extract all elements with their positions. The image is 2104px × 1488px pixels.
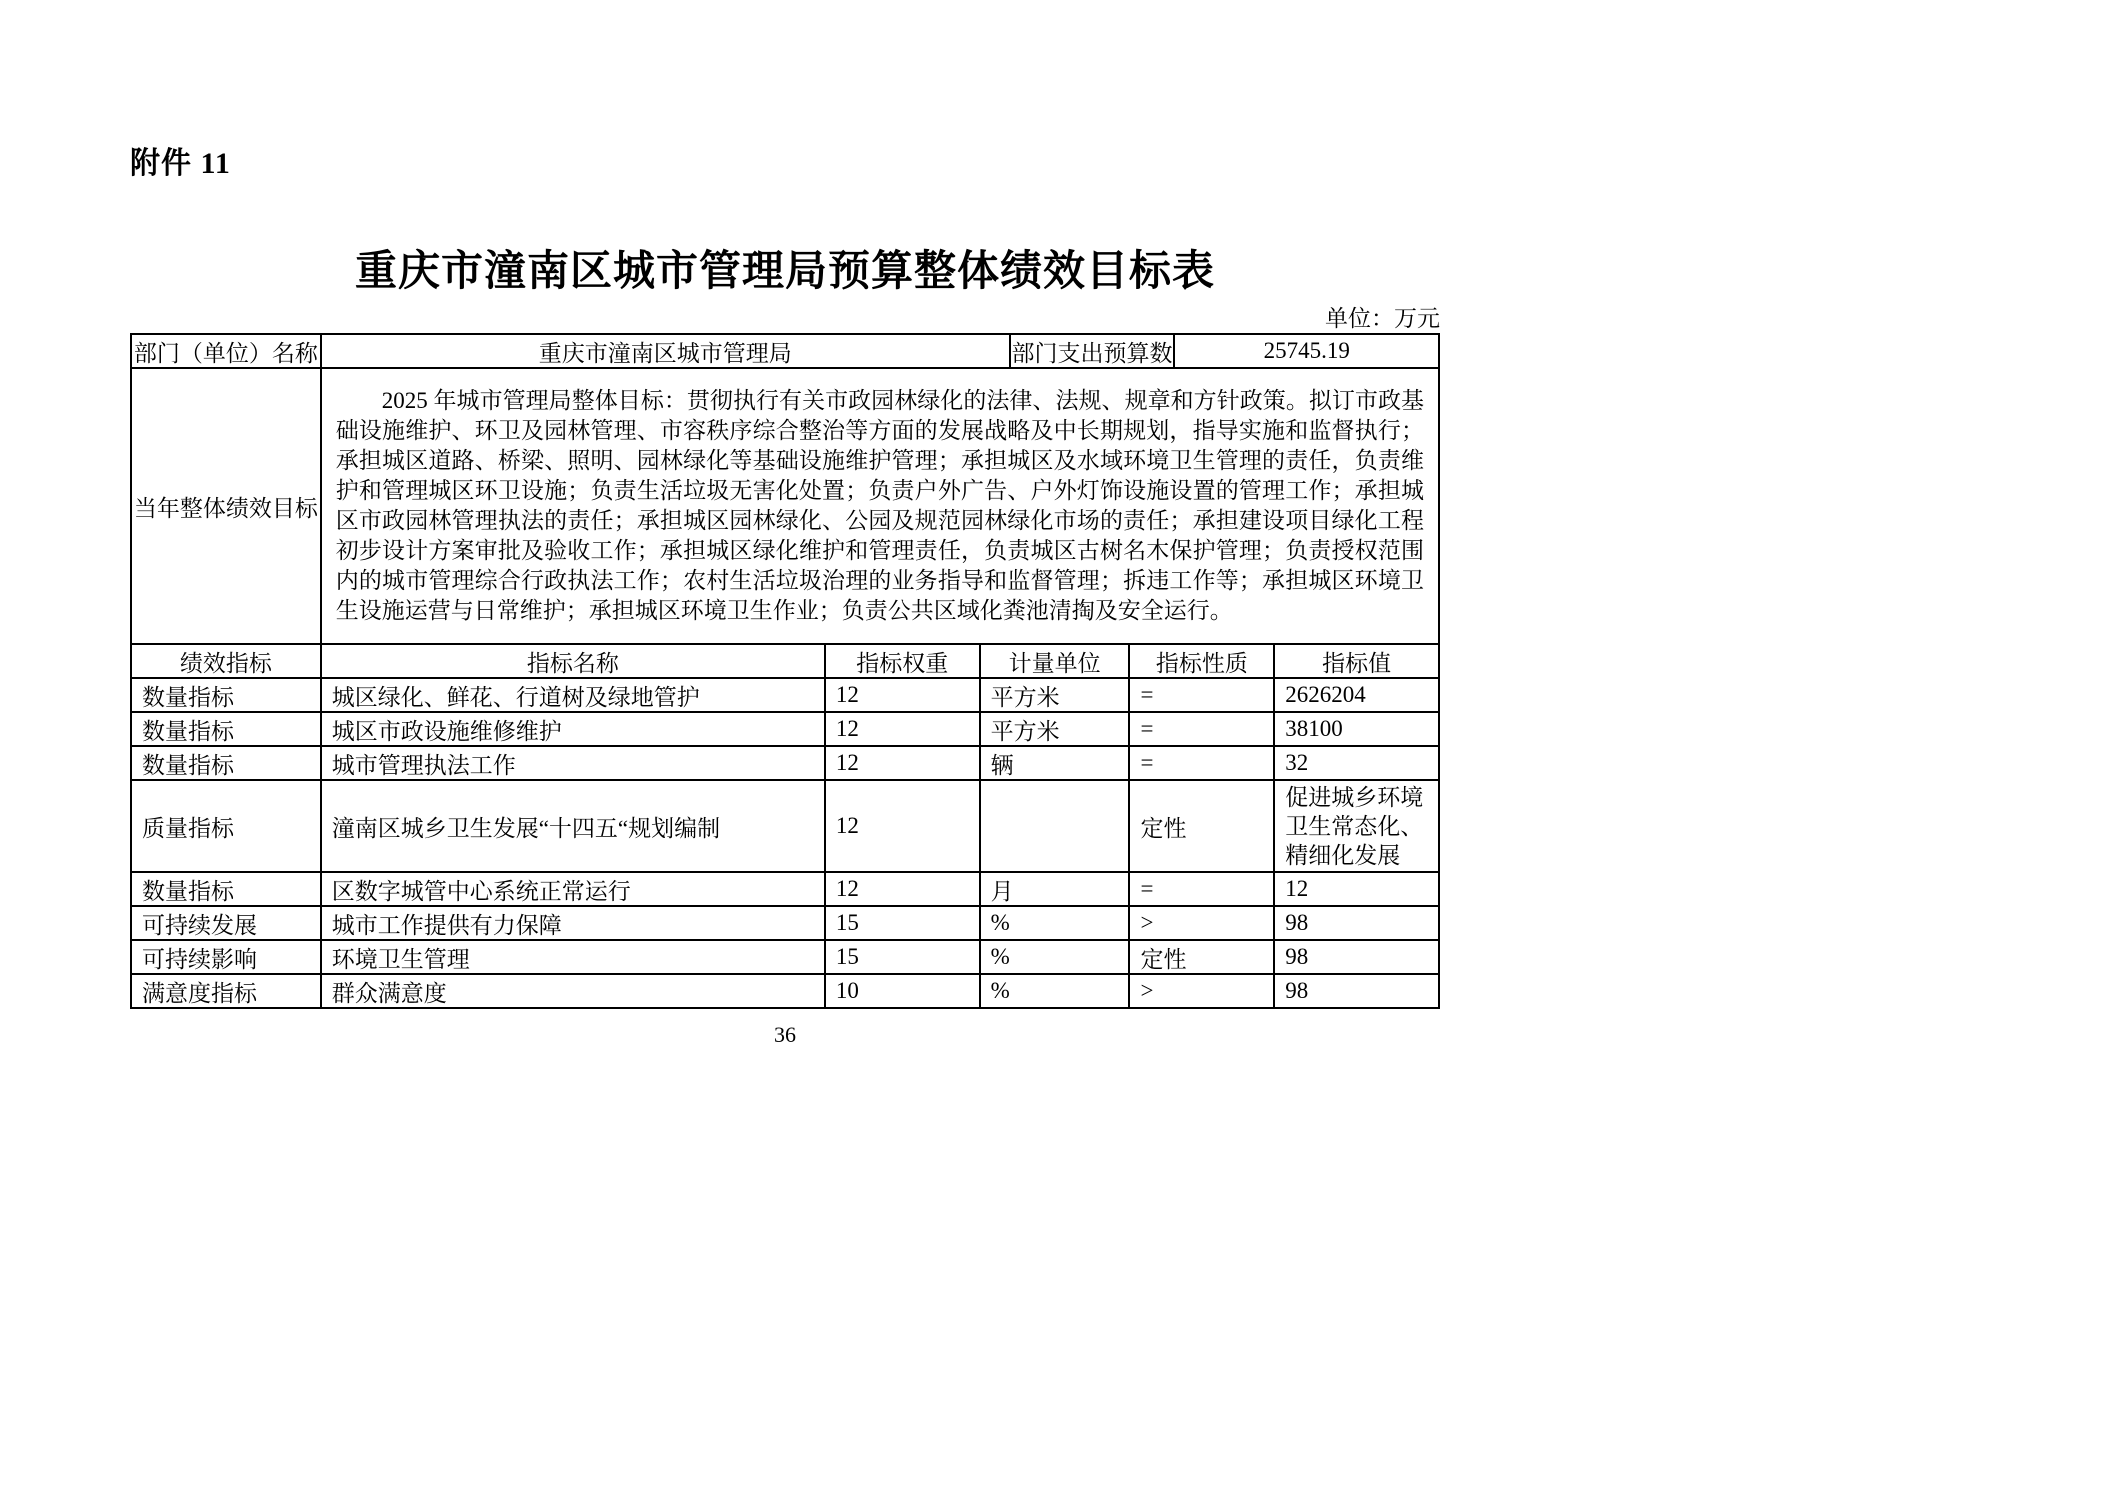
indicator-row xyxy=(132,679,1440,713)
indicator-row xyxy=(132,747,1440,781)
indicator-nature: = xyxy=(1130,873,1275,907)
annual-goal-label: 当年整体绩效目标 xyxy=(132,369,322,645)
page-title: 重庆市潼南区城市管理局预算整体绩效目标表 xyxy=(354,249,1215,295)
indicator-value: 38100 xyxy=(1275,713,1440,747)
indicator-unit: 平方米 xyxy=(981,713,1131,747)
header-indicator-value: 指标值 xyxy=(1275,645,1440,679)
annual-goal-text: 2025 年城市管理局整体目标：贯彻执行有关市政园林绿化的法律、法规、规章和方针政策。拟订市政基础设施维护、环卫及园林管理、市容秩序综合整治等方面的发展战略及中长期规划，指导实施和监督执行；承担城区道路、桥梁、照明、园林绿化等基础设施维护管理；承担城区及水域环境卫生管理的责任，负责维护和管理城区环卫设施；负责生活垃圾无害化处置；负责户外广告、户外灯饰设施设置的管理工作；承担城区市政园林管理执法的责任；承担城区园林绿化、公园及规范园林绿化市场的责任；承担建设项目绿化工程初步设计方案审批及验收工作；承担城区绿化维护和管理责任，负责城区古树名木保护管理；负责授权范围内的城市管理综合行政执法工作；农村生活垃圾治理的业务指导和监督管理；拆违工作等；承担城区环境卫生设施运营与日常维护；承担城区环境卫生作业；负责公共区域化粪池清掏及安全运行。 xyxy=(335,388,1424,623)
indicator-weight: 15 xyxy=(826,941,981,975)
indicator-name: 城区绿化、鲜花、行道树及绿地管护 xyxy=(322,679,826,713)
header-indicator-name: 指标名称 xyxy=(322,645,826,679)
indicator-weight: 15 xyxy=(826,907,981,941)
annual-goal-text-cell xyxy=(322,369,1440,645)
indicator-category: 数量指标 xyxy=(132,679,322,713)
header-indicator-category: 绩效指标 xyxy=(132,645,322,679)
indicator-row xyxy=(132,907,1440,941)
indicator-category: 可持续影响 xyxy=(132,941,322,975)
indicator-unit: 平方米 xyxy=(981,679,1131,713)
indicator-unit: % xyxy=(981,907,1131,941)
indicator-row xyxy=(132,873,1440,907)
indicator-name: 潼南区城乡卫生发展“十四五“规划编制 xyxy=(322,781,826,873)
indicator-category: 质量指标 xyxy=(132,781,322,873)
dept-budget-row xyxy=(132,335,1440,369)
dept-name-value: 重庆市潼南区城市管理局 xyxy=(322,335,1011,369)
indicator-name: 环境卫生管理 xyxy=(322,941,826,975)
indicator-weight: 10 xyxy=(826,975,981,1009)
indicator-weight: 12 xyxy=(826,873,981,907)
unit-note: 单位：万元 xyxy=(1325,306,1440,331)
budget-performance-table xyxy=(130,333,1440,1009)
indicator-category: 数量指标 xyxy=(132,713,322,747)
page-number: 36 xyxy=(774,1022,796,1047)
indicator-name: 区数字城管中心系统正常运行 xyxy=(322,873,826,907)
indicator-nature: = xyxy=(1130,713,1275,747)
indicator-weight: 12 xyxy=(826,713,981,747)
header-indicator-unit: 计量单位 xyxy=(981,645,1131,679)
budget-value: 25745.19 xyxy=(1175,335,1440,369)
indicator-row xyxy=(132,781,1440,873)
indicator-nature: = xyxy=(1130,747,1275,781)
indicator-unit: 月 xyxy=(981,873,1131,907)
indicator-name: 城区市政设施维修维护 xyxy=(322,713,826,747)
indicator-value: 98 xyxy=(1275,907,1440,941)
header-indicator-nature: 指标性质 xyxy=(1130,645,1275,679)
indicator-weight: 12 xyxy=(826,747,981,781)
indicator-unit: 辆 xyxy=(981,747,1131,781)
indicator-name: 群众满意度 xyxy=(322,975,826,1009)
indicator-weight: 12 xyxy=(826,781,981,873)
indicator-nature: > xyxy=(1130,975,1275,1009)
indicator-nature: 定性 xyxy=(1130,941,1275,975)
indicator-category: 数量指标 xyxy=(132,747,322,781)
indicator-unit: % xyxy=(981,975,1131,1009)
indicator-category: 可持续发展 xyxy=(132,907,322,941)
indicator-value: 12 xyxy=(1275,873,1440,907)
indicator-value: 98 xyxy=(1275,975,1440,1009)
attachment-label: 附件 11 xyxy=(130,147,231,180)
indicator-unit: % xyxy=(981,941,1131,975)
indicator-nature: = xyxy=(1130,679,1275,713)
indicator-value: 2626204 xyxy=(1275,679,1440,713)
indicator-nature: > xyxy=(1130,907,1275,941)
indicator-row xyxy=(132,975,1440,1009)
dept-name-label: 部门（单位）名称 xyxy=(132,335,322,369)
indicator-category: 数量指标 xyxy=(132,873,322,907)
indicator-nature: 定性 xyxy=(1130,781,1275,873)
indicator-value: 32 xyxy=(1275,747,1440,781)
indicator-value: 98 xyxy=(1275,941,1440,975)
indicator-weight: 12 xyxy=(826,679,981,713)
header-indicator-weight: 指标权重 xyxy=(826,645,981,679)
indicator-name: 城市工作提供有力保障 xyxy=(322,907,826,941)
annual-goal-row xyxy=(132,369,1440,645)
indicator-header-row xyxy=(132,645,1440,679)
indicator-value: 促进城乡环境卫生常态化、精细化发展 xyxy=(1275,781,1440,873)
budget-label: 部门支出预算数 xyxy=(1011,335,1176,369)
indicator-unit xyxy=(981,781,1131,873)
indicator-name: 城市管理执法工作 xyxy=(322,747,826,781)
indicator-row xyxy=(132,941,1440,975)
indicator-category: 满意度指标 xyxy=(132,975,322,1009)
indicator-row xyxy=(132,713,1440,747)
